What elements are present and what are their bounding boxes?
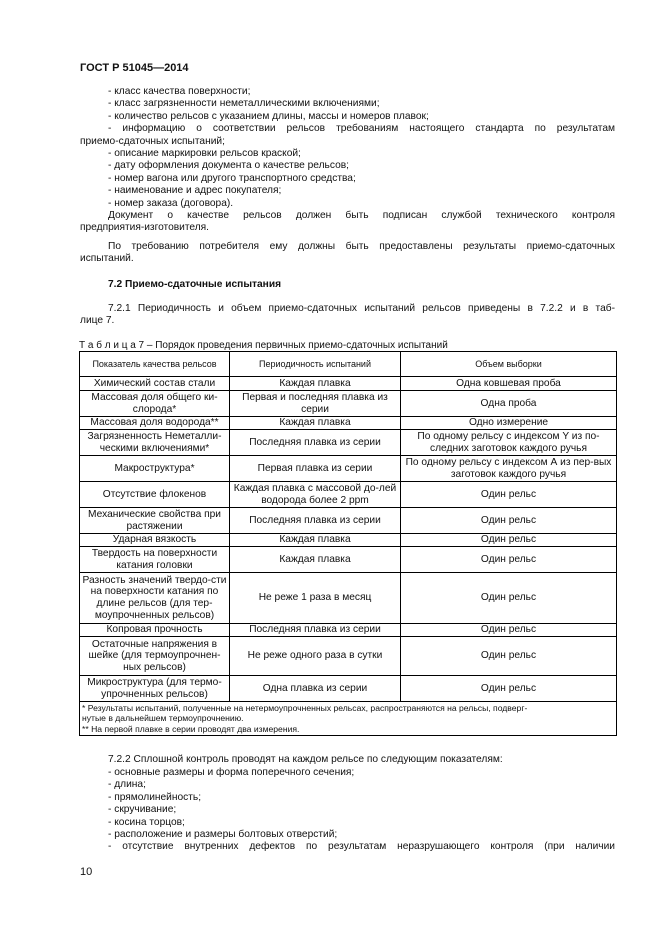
table-cell: Один рельс: [401, 534, 617, 547]
continuous-control-list: [80, 767, 615, 854]
list-item: - описание маркировки рельсов краской;: [108, 148, 301, 160]
table-cell: Ударная вязкость: [80, 534, 230, 547]
paragraph-line: предприятия-изготовителя.: [80, 222, 210, 234]
table-cell: Один рельс: [401, 482, 617, 508]
table-cell: Последняя плавка из серии: [230, 508, 401, 534]
table-cell: Один рельс: [401, 508, 617, 534]
table-header-row: [80, 352, 617, 377]
table-row: [80, 534, 617, 547]
paragraph-line: По требованию потребителя ему должны быть предоставлены результаты приемо-сдаточных: [108, 241, 615, 252]
table-cell: Одна проба: [401, 391, 617, 417]
table-cell: Один рельс: [401, 676, 617, 702]
paragraph-line: 7.2.2 Сплошной контроль проводят на каждом рельсе по следующим показателям:: [108, 754, 503, 765]
table-cell: По одному рельсу с индексом А из пер-вых заготовок каждого ручья: [401, 456, 617, 482]
table-cell: Один рельс: [401, 573, 617, 624]
table-row: [80, 391, 617, 417]
document-header: ГОСТ Р 51045—2014: [80, 62, 189, 74]
table-cell: Одно измерение: [401, 417, 617, 430]
table-row: [80, 547, 617, 573]
list-item: - дату оформления документа о качестве рельсов;: [108, 160, 349, 172]
table-cell: Не реже 1 раза в месяц: [230, 573, 401, 624]
page-number: 10: [80, 866, 93, 878]
paragraph-request: [80, 241, 615, 266]
table-cell: Не реже одного раза в сутки: [230, 637, 401, 676]
table-cell: Каждая плавка: [230, 547, 401, 573]
section-heading: 7.2 Приемо-сдаточные испытания: [108, 279, 282, 290]
table-cell: Первая и последняя плавка из серии: [230, 391, 401, 417]
table-cell: Разность значений твердо-сти на поверхности катания по длине рельсов (для тер-моупрочненных рельсов): [80, 573, 230, 624]
list-item: - длина;: [108, 779, 146, 791]
table-cell: Каждая плавка: [230, 417, 401, 430]
list-item: - информацию о соответствии рельсов требованиям настоящего стандарта по результатам: [108, 123, 615, 135]
table-cell: Один рельс: [401, 624, 617, 637]
table-note: ** На первой плавке в серии проводят два измерения.: [82, 723, 300, 734]
table-row: [80, 482, 617, 508]
table-cell: Твердость на поверхности катания головки: [80, 547, 230, 573]
table-row: [80, 377, 617, 391]
list-item: - класс качества поверхности;: [108, 86, 251, 97]
list-item: - наименование и адрес покупателя;: [108, 185, 282, 197]
column-header: Периодичность испытаний: [230, 352, 401, 377]
paragraph-7-2-1: [80, 303, 615, 328]
table-notes-row: [80, 702, 617, 736]
table-cell: Одна ковшевая проба: [401, 377, 617, 391]
table-cell: Одна плавка из серии: [230, 676, 401, 702]
table-cell: Первая плавка из серии: [230, 456, 401, 482]
table-cell: Загрязненность Неметалли-ческими включениями*: [80, 430, 230, 456]
paragraph-line: 7.2.1 Периодичность и объем приемо-сдаточных испытаний рельсов приведены в 7.2.2 и в таб-: [108, 303, 615, 314]
table-row: [80, 508, 617, 534]
acceptance-tests-table: [79, 351, 617, 736]
list-item: - количество рельсов с указанием длины, массы и номеров плавок;: [108, 110, 429, 122]
table-cell: Микроструктура (для термо-упрочненных рельсов): [80, 676, 230, 702]
list-item: - отсутствие внутренних дефектов по результатам неразрушающего контроля (при наличии: [108, 841, 615, 853]
list-item-continuation: приемо-сдаточных испытаний;: [80, 135, 225, 147]
table-row: [80, 637, 617, 676]
table-cell: Механические свойства при растяжении: [80, 508, 230, 534]
paragraph-line: испытаний.: [80, 253, 134, 265]
table-cell: Макроструктура*: [80, 456, 230, 482]
paragraph-7-2-2: [80, 754, 615, 766]
table-cell: Каждая плавка с массовой до-лей водорода более 2 ppm: [230, 482, 401, 508]
table-cell: Химический состав стали: [80, 377, 230, 391]
table-cell: Отсутствие флокенов: [80, 482, 230, 508]
table-cell: Последняя плавка из серии: [230, 430, 401, 456]
table-note: нутые в дальнейшем термоупрочнению.: [82, 713, 244, 724]
table-row: [80, 456, 617, 482]
table-row: [80, 430, 617, 456]
table-caption: Т а б л и ц а 7 – Порядок проведения первичных приемо-сдаточных испытаний: [79, 340, 448, 351]
list-item: - номер заказа (договора).: [108, 197, 234, 209]
list-item: - скручивание;: [108, 804, 177, 816]
table-cell: По одному рельсу с индексом Y из по-следних заготовок каждого ручья: [401, 430, 617, 456]
paragraph-line: Документ о качестве рельсов должен быть подписан службой технического контроля: [108, 210, 615, 221]
table-cell: Каждая плавка: [230, 534, 401, 547]
column-header: Показатель качества рельсов: [80, 352, 230, 377]
list-item: - косина торцов;: [108, 816, 185, 828]
quality-doc-list: [80, 86, 615, 210]
table-cell: Один рельс: [401, 637, 617, 676]
table-cell: Массовая доля водорода**: [80, 417, 230, 430]
list-item: - номер вагона или другого транспортного средства;: [108, 172, 356, 184]
table-row: [80, 624, 617, 637]
list-item: - основные размеры и форма поперечного сечения;: [108, 767, 355, 778]
table-cell: Копровая прочность: [80, 624, 230, 637]
table-row: [80, 417, 617, 430]
paragraph-line: лице 7.: [80, 315, 115, 327]
table-cell: Остаточные напряжения в шейке (для термоупрочнен-ных рельсов): [80, 637, 230, 676]
table-cell: Последняя плавка из серии: [230, 624, 401, 637]
table-cell: Каждая плавка: [230, 377, 401, 391]
table-notes: [80, 702, 617, 736]
list-item: - расположение и размеры болтовых отверстий;: [108, 829, 338, 841]
list-item: - класс загрязненности неметаллическими включениями;: [108, 98, 380, 110]
table-cell: Один рельс: [401, 547, 617, 573]
table-row: [80, 676, 617, 702]
table-row: [80, 573, 617, 624]
table-cell: Массовая доля общего ки-слорода*: [80, 391, 230, 417]
column-header: Объем выборки: [401, 352, 617, 377]
table-note: * Результаты испытаний, полученные на нетермоупрочненных рельсах, распространяются на рельсы, подверг-: [82, 703, 528, 713]
list-item: - прямолинейность;: [108, 791, 202, 803]
paragraph-signature: [80, 210, 615, 235]
